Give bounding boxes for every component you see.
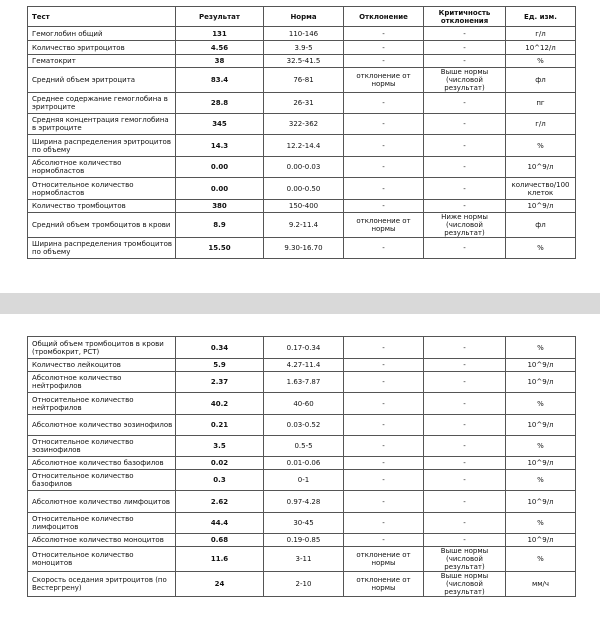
deviation-cell: -: [344, 359, 424, 372]
test-name-cell: Относительное количество базофилов: [28, 470, 176, 491]
criticality-cell: -: [424, 157, 506, 178]
norm-range-cell: 40-60: [264, 393, 344, 415]
criticality-cell: Выше нормы (числовой результат): [424, 547, 506, 572]
unit-cell: фл: [506, 213, 576, 238]
criticality-cell: -: [424, 393, 506, 415]
unit-cell: 10^9/л: [506, 457, 576, 470]
result-value-cell: 38: [176, 55, 264, 68]
deviation-cell: -: [344, 393, 424, 415]
result-value-cell: 345: [176, 114, 264, 135]
criticality-cell: -: [424, 178, 506, 200]
deviation-cell: -: [344, 337, 424, 359]
results-body-page-2: [28, 337, 576, 597]
header-result: Результат: [176, 7, 264, 27]
criticality-cell: -: [424, 491, 506, 513]
test-name-cell: Средний объем тромбоцитов в крови: [28, 213, 176, 238]
unit-cell: 10^9/л: [506, 415, 576, 436]
criticality-cell: -: [424, 93, 506, 114]
deviation-cell: -: [344, 200, 424, 213]
deviation-cell: -: [344, 93, 424, 114]
unit-cell: количество/100 клеток: [506, 178, 576, 200]
table-row: [28, 393, 576, 415]
criticality-cell: -: [424, 55, 506, 68]
table-row: [28, 200, 576, 213]
table-row: [28, 436, 576, 457]
result-value-cell: 2.37: [176, 372, 264, 393]
deviation-cell: -: [344, 55, 424, 68]
result-value-cell: 131: [176, 27, 264, 41]
unit-cell: 10^9/л: [506, 491, 576, 513]
test-name-cell: Относительное количество лимфоцитов: [28, 513, 176, 534]
criticality-cell: -: [424, 513, 506, 534]
deviation-cell: -: [344, 135, 424, 157]
deviation-cell: отклонение от нормы: [344, 572, 424, 597]
test-name-cell: Относительное количество нейтрофилов: [28, 393, 176, 415]
deviation-cell: -: [344, 27, 424, 41]
test-name-cell: Скорость оседания эритроцитов (по Вестергрену): [28, 572, 176, 597]
result-value-cell: 0.00: [176, 157, 264, 178]
test-name-cell: Относительное количество моноцитов: [28, 547, 176, 572]
test-name-cell: Абсолютное количество лимфоцитов: [28, 491, 176, 513]
norm-range-cell: 0.97-4.28: [264, 491, 344, 513]
header-deviation: Отклонение: [344, 7, 424, 27]
deviation-cell: -: [344, 178, 424, 200]
unit-cell: 10^9/л: [506, 534, 576, 547]
criticality-cell: -: [424, 238, 506, 259]
report-page-2: [0, 314, 600, 618]
result-value-cell: 40.2: [176, 393, 264, 415]
table-row: [28, 213, 576, 238]
norm-range-cell: 150-400: [264, 200, 344, 213]
test-name-cell: Абсолютное количество эозинофилов: [28, 415, 176, 436]
results-table-page-2: [27, 336, 576, 597]
result-value-cell: 28.8: [176, 93, 264, 114]
deviation-cell: -: [344, 415, 424, 436]
test-name-cell: Относительное количество нормобластов: [28, 178, 176, 200]
unit-cell: 10^9/л: [506, 157, 576, 178]
header-criticality: Критичность отклонения: [424, 7, 506, 27]
table-row: [28, 491, 576, 513]
norm-range-cell: 3-11: [264, 547, 344, 572]
unit-cell: 10^9/л: [506, 359, 576, 372]
norm-range-cell: 1.63-7.87: [264, 372, 344, 393]
criticality-cell: -: [424, 415, 506, 436]
criticality-cell: -: [424, 135, 506, 157]
table-row: [28, 547, 576, 572]
unit-cell: %: [506, 436, 576, 457]
criticality-cell: -: [424, 470, 506, 491]
unit-cell: 10^9/л: [506, 200, 576, 213]
result-value-cell: 4.56: [176, 41, 264, 55]
result-value-cell: 83.4: [176, 68, 264, 93]
test-name-cell: Количество тромбоцитов: [28, 200, 176, 213]
table-row: [28, 41, 576, 55]
norm-range-cell: 0.03-0.52: [264, 415, 344, 436]
norm-range-cell: 9.2-11.4: [264, 213, 344, 238]
unit-cell: %: [506, 238, 576, 259]
criticality-cell: -: [424, 337, 506, 359]
table-row: [28, 157, 576, 178]
table-header-row: [28, 7, 576, 27]
unit-cell: %: [506, 470, 576, 491]
norm-range-cell: 26-31: [264, 93, 344, 114]
test-name-cell: Абсолютное количество нормобластов: [28, 157, 176, 178]
table-row: [28, 135, 576, 157]
norm-range-cell: 0.5-5: [264, 436, 344, 457]
result-value-cell: 15.50: [176, 238, 264, 259]
result-value-cell: 0.00: [176, 178, 264, 200]
table-row: [28, 178, 576, 200]
criticality-cell: Ниже нормы (числовой результат): [424, 213, 506, 238]
norm-range-cell: 322-362: [264, 114, 344, 135]
deviation-cell: -: [344, 41, 424, 55]
unit-cell: г/л: [506, 27, 576, 41]
norm-range-cell: 12.2-14.4: [264, 135, 344, 157]
result-value-cell: 8.9: [176, 213, 264, 238]
test-name-cell: Средняя концентрация гемоглобина в эритроците: [28, 114, 176, 135]
norm-range-cell: 32.5-41.5: [264, 55, 344, 68]
norm-range-cell: 0.19-0.85: [264, 534, 344, 547]
unit-cell: 10^9/л: [506, 372, 576, 393]
criticality-cell: -: [424, 457, 506, 470]
test-name-cell: Количество эритроцитов: [28, 41, 176, 55]
table-row: [28, 55, 576, 68]
table-row: [28, 27, 576, 41]
table-row: [28, 93, 576, 114]
deviation-cell: -: [344, 372, 424, 393]
norm-range-cell: 4.27-11.4: [264, 359, 344, 372]
table-row: [28, 372, 576, 393]
deviation-cell: -: [344, 470, 424, 491]
table-row: [28, 114, 576, 135]
unit-cell: %: [506, 513, 576, 534]
norm-range-cell: 0.00-0.50: [264, 178, 344, 200]
test-name-cell: Ширина распределения эритроцитов по объему: [28, 135, 176, 157]
norm-range-cell: 3.9-5: [264, 41, 344, 55]
result-value-cell: 0.21: [176, 415, 264, 436]
deviation-cell: -: [344, 114, 424, 135]
deviation-cell: отклонение от нормы: [344, 547, 424, 572]
test-name-cell: Общий объем тромбоцитов в крови (тромбокрит, PCT): [28, 337, 176, 359]
unit-cell: мм/ч: [506, 572, 576, 597]
norm-range-cell: 9.30-16.70: [264, 238, 344, 259]
table-row: [28, 534, 576, 547]
table-row: [28, 68, 576, 93]
header-norm: Норма: [264, 7, 344, 27]
criticality-cell: -: [424, 27, 506, 41]
header-unit: Ед. изм.: [506, 7, 576, 27]
result-value-cell: 14.3: [176, 135, 264, 157]
unit-cell: %: [506, 55, 576, 68]
result-value-cell: 0.02: [176, 457, 264, 470]
unit-cell: %: [506, 135, 576, 157]
table-row: [28, 572, 576, 597]
deviation-cell: -: [344, 513, 424, 534]
results-table-page-1: [27, 6, 576, 259]
test-name-cell: Относительное количество эозинофилов: [28, 436, 176, 457]
result-value-cell: 2.62: [176, 491, 264, 513]
test-name-cell: Средний объем эритроцита: [28, 68, 176, 93]
test-name-cell: Среднее содержание гемоглобина в эритроците: [28, 93, 176, 114]
deviation-cell: отклонение от нормы: [344, 213, 424, 238]
table-row: [28, 457, 576, 470]
deviation-cell: -: [344, 238, 424, 259]
criticality-cell: -: [424, 436, 506, 457]
norm-range-cell: 2-10: [264, 572, 344, 597]
norm-range-cell: 0.17-0.34: [264, 337, 344, 359]
result-value-cell: 0.34: [176, 337, 264, 359]
unit-cell: %: [506, 337, 576, 359]
criticality-cell: Выше нормы (числовой результат): [424, 572, 506, 597]
table-row: [28, 337, 576, 359]
deviation-cell: отклонение от нормы: [344, 68, 424, 93]
results-body-page-1: [28, 27, 576, 259]
deviation-cell: -: [344, 534, 424, 547]
result-value-cell: 24: [176, 572, 264, 597]
criticality-cell: Выше нормы (числовой результат): [424, 68, 506, 93]
norm-range-cell: 110-146: [264, 27, 344, 41]
unit-cell: 10^12/л: [506, 41, 576, 55]
norm-range-cell: 0.00-0.03: [264, 157, 344, 178]
test-name-cell: Ширина распределения тромбоцитов по объему: [28, 238, 176, 259]
deviation-cell: -: [344, 457, 424, 470]
criticality-cell: -: [424, 114, 506, 135]
unit-cell: %: [506, 393, 576, 415]
test-name-cell: Абсолютное количество базофилов: [28, 457, 176, 470]
result-value-cell: 44.4: [176, 513, 264, 534]
norm-range-cell: 0-1: [264, 470, 344, 491]
deviation-cell: -: [344, 491, 424, 513]
deviation-cell: -: [344, 436, 424, 457]
deviation-cell: -: [344, 157, 424, 178]
unit-cell: фл: [506, 68, 576, 93]
test-name-cell: Абсолютное количество нейтрофилов: [28, 372, 176, 393]
table-row: [28, 359, 576, 372]
criticality-cell: -: [424, 41, 506, 55]
criticality-cell: -: [424, 200, 506, 213]
norm-range-cell: 0.01-0.06: [264, 457, 344, 470]
result-value-cell: 5.9: [176, 359, 264, 372]
norm-range-cell: 76-81: [264, 68, 344, 93]
result-value-cell: 3.5: [176, 436, 264, 457]
test-name-cell: Гематокрит: [28, 55, 176, 68]
unit-cell: пг: [506, 93, 576, 114]
criticality-cell: -: [424, 534, 506, 547]
table-row: [28, 470, 576, 491]
unit-cell: %: [506, 547, 576, 572]
result-value-cell: 0.68: [176, 534, 264, 547]
norm-range-cell: 30-45: [264, 513, 344, 534]
result-value-cell: 11.6: [176, 547, 264, 572]
report-page-1: [0, 0, 600, 293]
header-test: Тест: [28, 7, 176, 27]
result-value-cell: 380: [176, 200, 264, 213]
criticality-cell: -: [424, 372, 506, 393]
test-name-cell: Количество лейкоцитов: [28, 359, 176, 372]
table-row: [28, 513, 576, 534]
test-name-cell: Абсолютное количество моноцитов: [28, 534, 176, 547]
table-row: [28, 415, 576, 436]
result-value-cell: 0.3: [176, 470, 264, 491]
unit-cell: г/л: [506, 114, 576, 135]
criticality-cell: -: [424, 359, 506, 372]
table-row: [28, 238, 576, 259]
test-name-cell: Гемоглобин общий: [28, 27, 176, 41]
